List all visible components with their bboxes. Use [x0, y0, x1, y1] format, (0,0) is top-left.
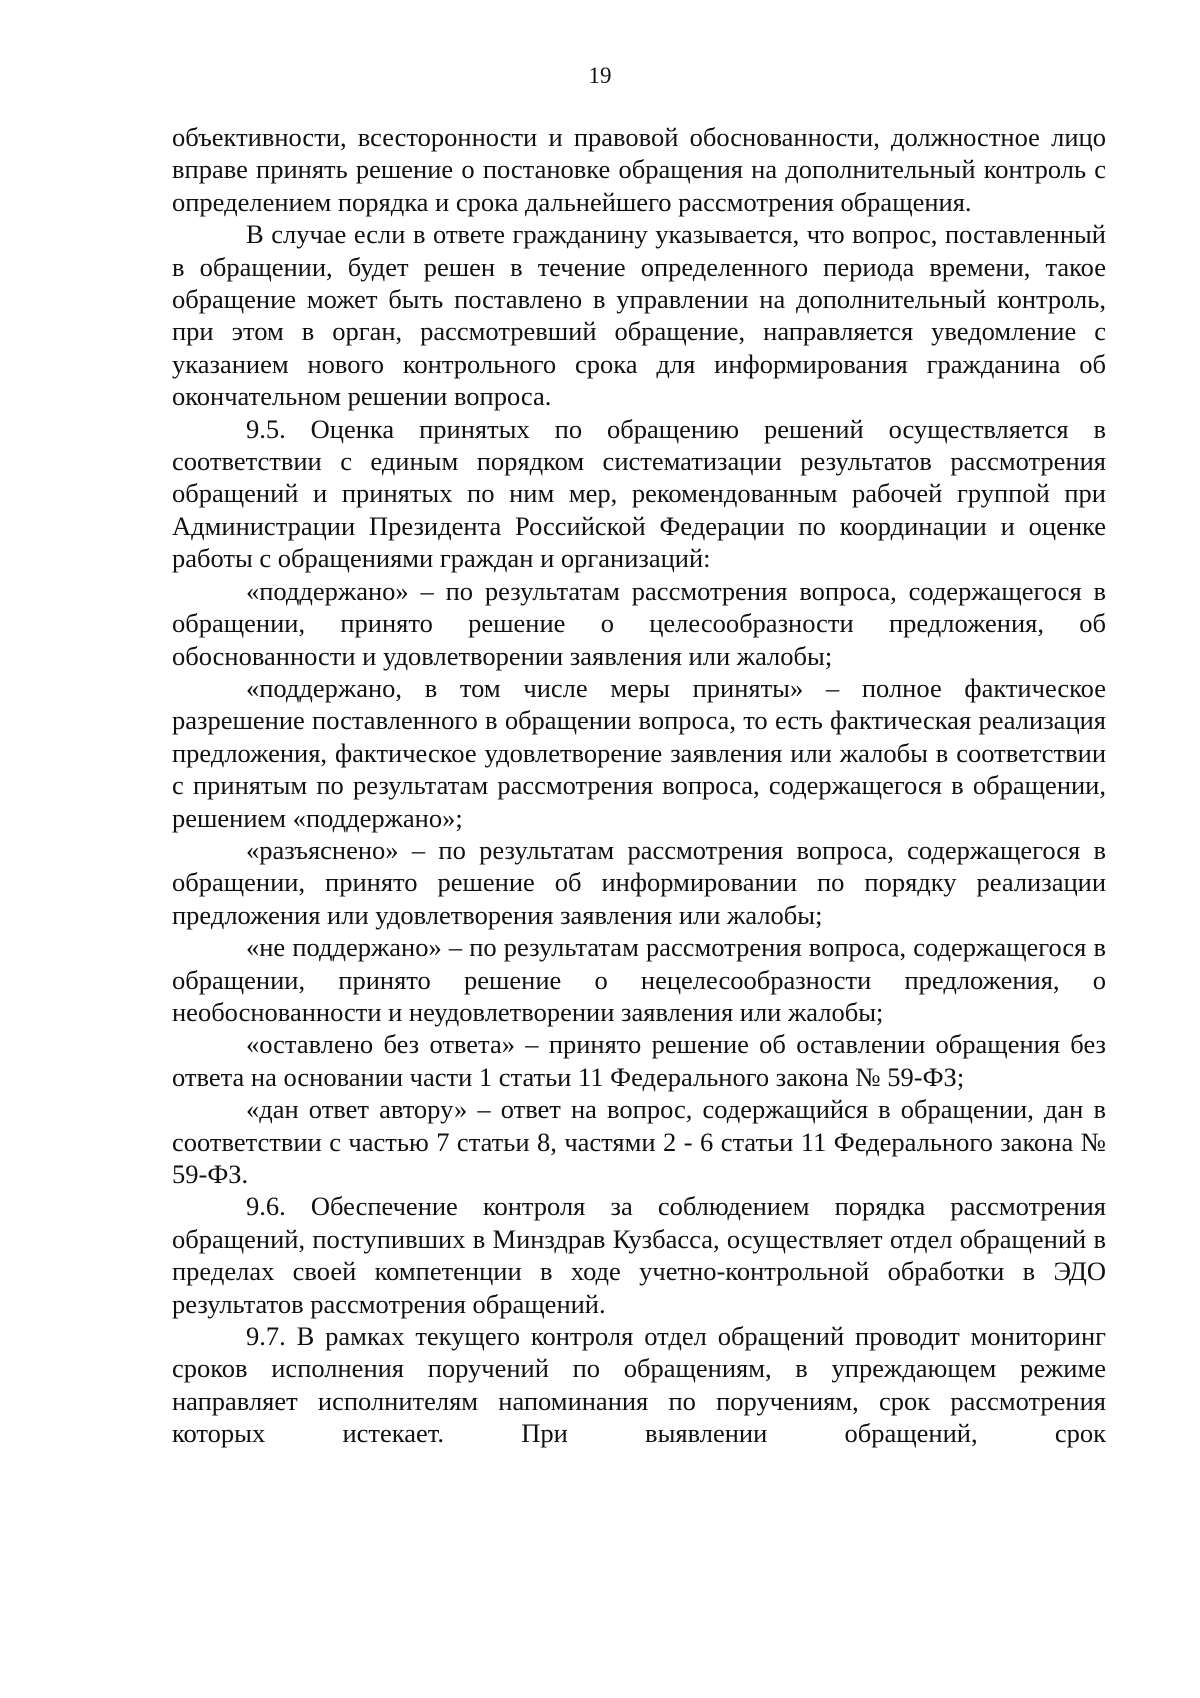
document-body: [172, 121, 1106, 1450]
paragraph-explained: «разъяснено» – по результатам рассмотрения вопроса, содержащегося в обращении, принято решение об информировании по порядку реализации предложения или удовлетворения заявления или жалобы;: [172, 834, 1106, 930]
paragraph-supported: «поддержано» – по результатам рассмотрения вопроса, содержащегося в обращении, принято решение о целесообразности предложения, об обоснованности и удовлетворении заявления или жалобы;: [172, 575, 1106, 671]
paragraph-answered: «дан ответ автору» – ответ на вопрос, содержащийся в обращении, дан в соответствии с частью 7 статьи 8, частями 2 - 6 статьи 11 Федерального закона № 59-ФЗ.: [172, 1094, 1106, 1189]
paragraph-1: объективности, всесторонности и правовой обоснованности, должностное лицо вправе принять решение о постановке обращения на дополнительный контроль с определением порядка и срока дальнейшего рассмотрения обращения.: [172, 122, 1106, 217]
paragraph-no-answer: «оставлено без ответа» – принято решение об оставлении обращения без ответа на основании части 1 статьи 11 Федерального закона № 59-ФЗ;: [172, 1029, 1106, 1092]
page-number: 19: [588, 63, 612, 88]
paragraph-9-6: 9.6. Обеспечение контроля за соблюдением порядка рассмотрения обращений, поступивших в Минздрав Кузбасса, осуществляет отдел обращений в пределах своей компетенции в ходе учетно-контрольной обработки в ЭДО результатов рассмотрения обращений.: [172, 1191, 1106, 1319]
paragraph-not-supported: «не поддержано» – по результатам рассмотрения вопроса, содержащегося в обращении, принято решение о нецелесообразности предложения, о необоснованности и неудовлетворении заявления или жалобы;: [172, 932, 1106, 1027]
paragraph-9-5: 9.5. Оценка принятых по обращению решений осуществляется в соответствии с единым порядком систематизации результатов рассмотрения обращений и принятых по ним мер, рекомендованным рабочей группой при Администрации Президента Российской Федерации по координации и оценке работы с обращениями граждан и организаций:: [172, 413, 1106, 574]
paragraph-supported-measures: «поддержано, в том числе меры приняты» – полное фактическое разрешение поставленного в обращении вопроса, то есть фактическая реализация предложения, фактическое удовлетворение заявления или жалобы в соответствии с принятым по результатам рассмотрения вопроса, содержащегося в обращении, решением «поддержано»;: [172, 672, 1106, 833]
paragraph-2: В случае если в ответе гражданину указывается, что вопрос, поставленный в обращении, будет решен в течение определенного периода времени, такое обращение может быть поставлено в управлении на дополнительный контроль, при этом в орган, рассмотревший обращение, направляется уведомление с указанием нового контрольного срока для информирования гражданина об окончательном решении вопроса.: [172, 219, 1106, 412]
paragraph-9-7: 9.7. В рамках текущего контроля отдел обращений проводит мониторинг сроков исполнения поручений по обращениям, в упреждающем режиме направляет исполнителям напоминания по поручениям, срок рассмотрения которых истекает. При выявлении обращений, срок: [172, 1321, 1106, 1449]
